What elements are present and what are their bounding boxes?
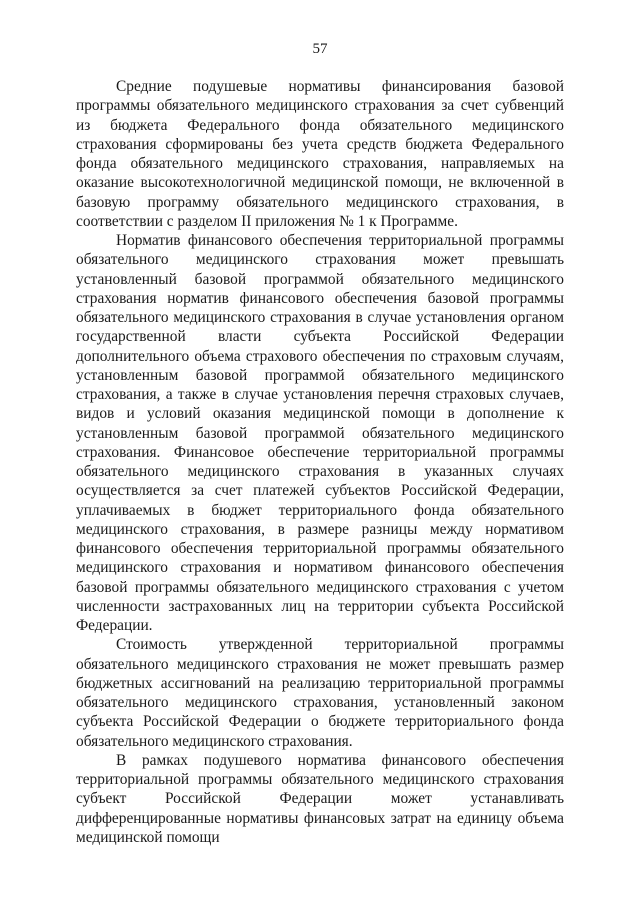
paragraph-territorial-program-standard: Норматив финансового обеспечения территориальной программы обязательного медицинского страхования может превышать установленный базовой программой обязательного медицинского страхования норматив финансового обеспечения базовой программы обязательного медицинского страхования в случае установления органом государственной власти субъекта Российской Федерации дополнительного объема страхового обеспечения по страховым случаям, установленным базовой программой обязательного медицинского страхования, а также в случае установления перечня страховых случаев, видов и условий оказания медицинской помощи в дополнение к установленным базовой программой обязательного медицинского страхования. Финансовое обеспечение территориальной программы обязательного медицинского страхования в указанных случаях осуществляется за счет платежей субъектов Российской Федерации, уплачиваемых в бюджет территориального фонда обязательного медицинского страхования, в размере разницы между нормативом финансового обеспечения территориальной программы обязательного медицинского страхования и нормативом финансового обеспечения базовой программы обязательного медицинского страхования с учетом численности застрахованных лиц на территории субъекта Российской Федерации. bbox=[76, 232, 564, 634]
paragraph-program-cost: Стоимость утвержденной территориальной программы обязательного медицинского страхования не может превышать размер бюджетных ассигнований на реализацию территориальной программы обязательного медицинского страхования, установленный законом субъекта Российской Федерации о бюджете территориального фонда обязательного медицинского страхования. bbox=[76, 636, 564, 750]
paragraph-per-capita-standard: В рамках подушевого норматива финансового обеспечения территориальной программы обязательного медицинского страхования субъект Российской Федерации может устанавливать дифференцированные нормативы финансовых затрат на единицу объема медицинской помощи bbox=[76, 751, 564, 846]
paragraph-subsidy-standards: Средние подушевые нормативы финансирования базовой программы обязательного медицинского страхования за счет субвенций из бюджета Федерального фонда обязательного медицинского страхования сформированы без учета средств бюджета Федерального фонда обязательного медицинского страхования, направляемых на оказание высокотехнологичной медицинской помощи, не включенной в базовую программу обязательного медицинского страхования, в соответствии с разделом II приложения № 1 к Программе. bbox=[76, 78, 564, 230]
document-body bbox=[76, 77, 564, 847]
page-number: 57 bbox=[312, 41, 328, 57]
